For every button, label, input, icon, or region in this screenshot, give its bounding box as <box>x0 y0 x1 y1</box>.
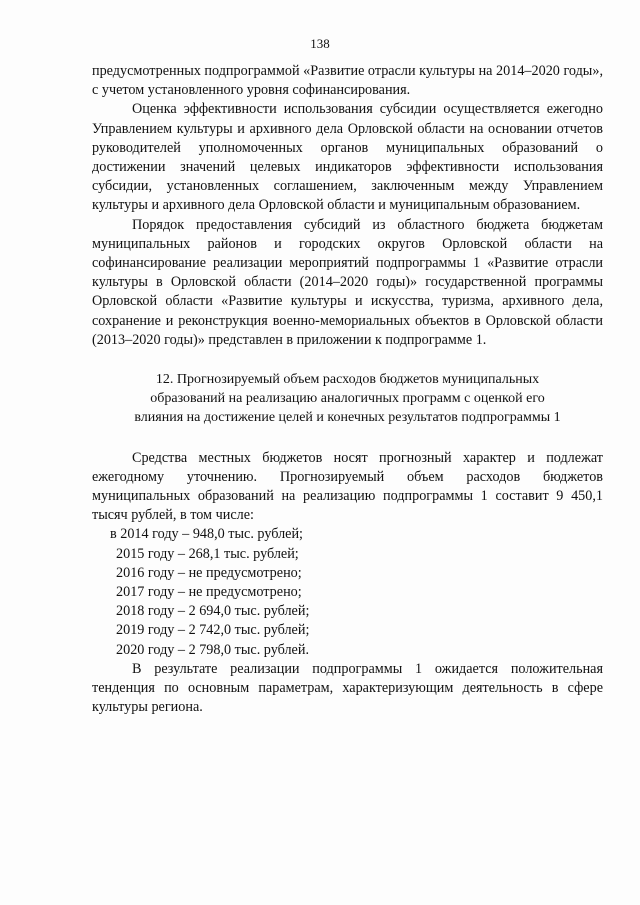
section-heading-line: образований на реализацию аналогичных программ с оценкой его <box>150 391 545 407</box>
list-item: 2020 году – 2 798,0 тыс. рублей. <box>116 641 309 658</box>
list-item: 2017 году – не предусмотрено; <box>116 584 302 601</box>
section-heading-line: влияния на достижение целей и конечных результатов подпрограммы 1 <box>134 410 561 426</box>
paragraph-subsidy-procedure: Порядок предоставления субсидий из областного бюджета бюджетам муниципальных районов и городских округов Орловской области на софинансирование реализации мероприятий подпрограммы 1 «Развитие отрасли культуры в Орловской области (2014–2020 годы)» государственной программы Орловской области «Развитие культуры и искусства, туризма, архивного дела, сохранение и реконструкция военно-мемориальных объектов в Орловской области (2013–2020 годы)» представлен в приложении к подпрограмме 1. <box>92 216 603 348</box>
section-heading-line: 12. Прогнозируемый объем расходов бюджетов муниципальных <box>155 372 540 388</box>
list-item: 2018 году – 2 694,0 тыс. рублей; <box>116 603 310 620</box>
list-item: 2015 году – 268,1 тыс. рублей; <box>116 545 299 562</box>
paragraph-result: В результате реализации подпрограммы 1 ожидается положительная тенденция по основным параметрам, характеризующим деятельность в сфере культуры региона. <box>92 660 603 716</box>
list-item: 2019 году – 2 742,0 тыс. рублей; <box>116 622 310 639</box>
list-item: 2016 году – не предусмотрено; <box>116 564 302 581</box>
list-item: в 2014 году – 948,0 тыс. рублей; <box>110 526 303 543</box>
paragraph-evaluation: Оценка эффективности использования субсидии осуществляется ежегодно Управлением культуры и архивного дела Орловской области на основании отчетов руководителей уполномоченных органов муниципальных образований о достижении значений целевых индикаторов эффективности использования субсидии, установленных соглашением, заключенным между Управлением культуры и архивного дела Орловской области и муниципальным образованием. <box>92 101 603 214</box>
section-heading <box>92 370 603 428</box>
page-number: 138 <box>310 36 330 51</box>
document-body <box>92 62 603 718</box>
yearly-expenses-list <box>92 525 603 659</box>
paragraph-continuation: предусмотренных подпрограммой «Развитие отрасли культуры на 2014–2020 годы», с учетом установленного уровня софинансирования. <box>92 63 603 99</box>
paragraph-forecast: Средства местных бюджетов носят прогнозный характер и подлежат ежегодному уточнению. Прогнозируемый объем расходов бюджетов муниципальных образований на реализацию подпрограммы 1 составит 9 450,1 тысяч рублей, в том числе: <box>92 449 603 524</box>
